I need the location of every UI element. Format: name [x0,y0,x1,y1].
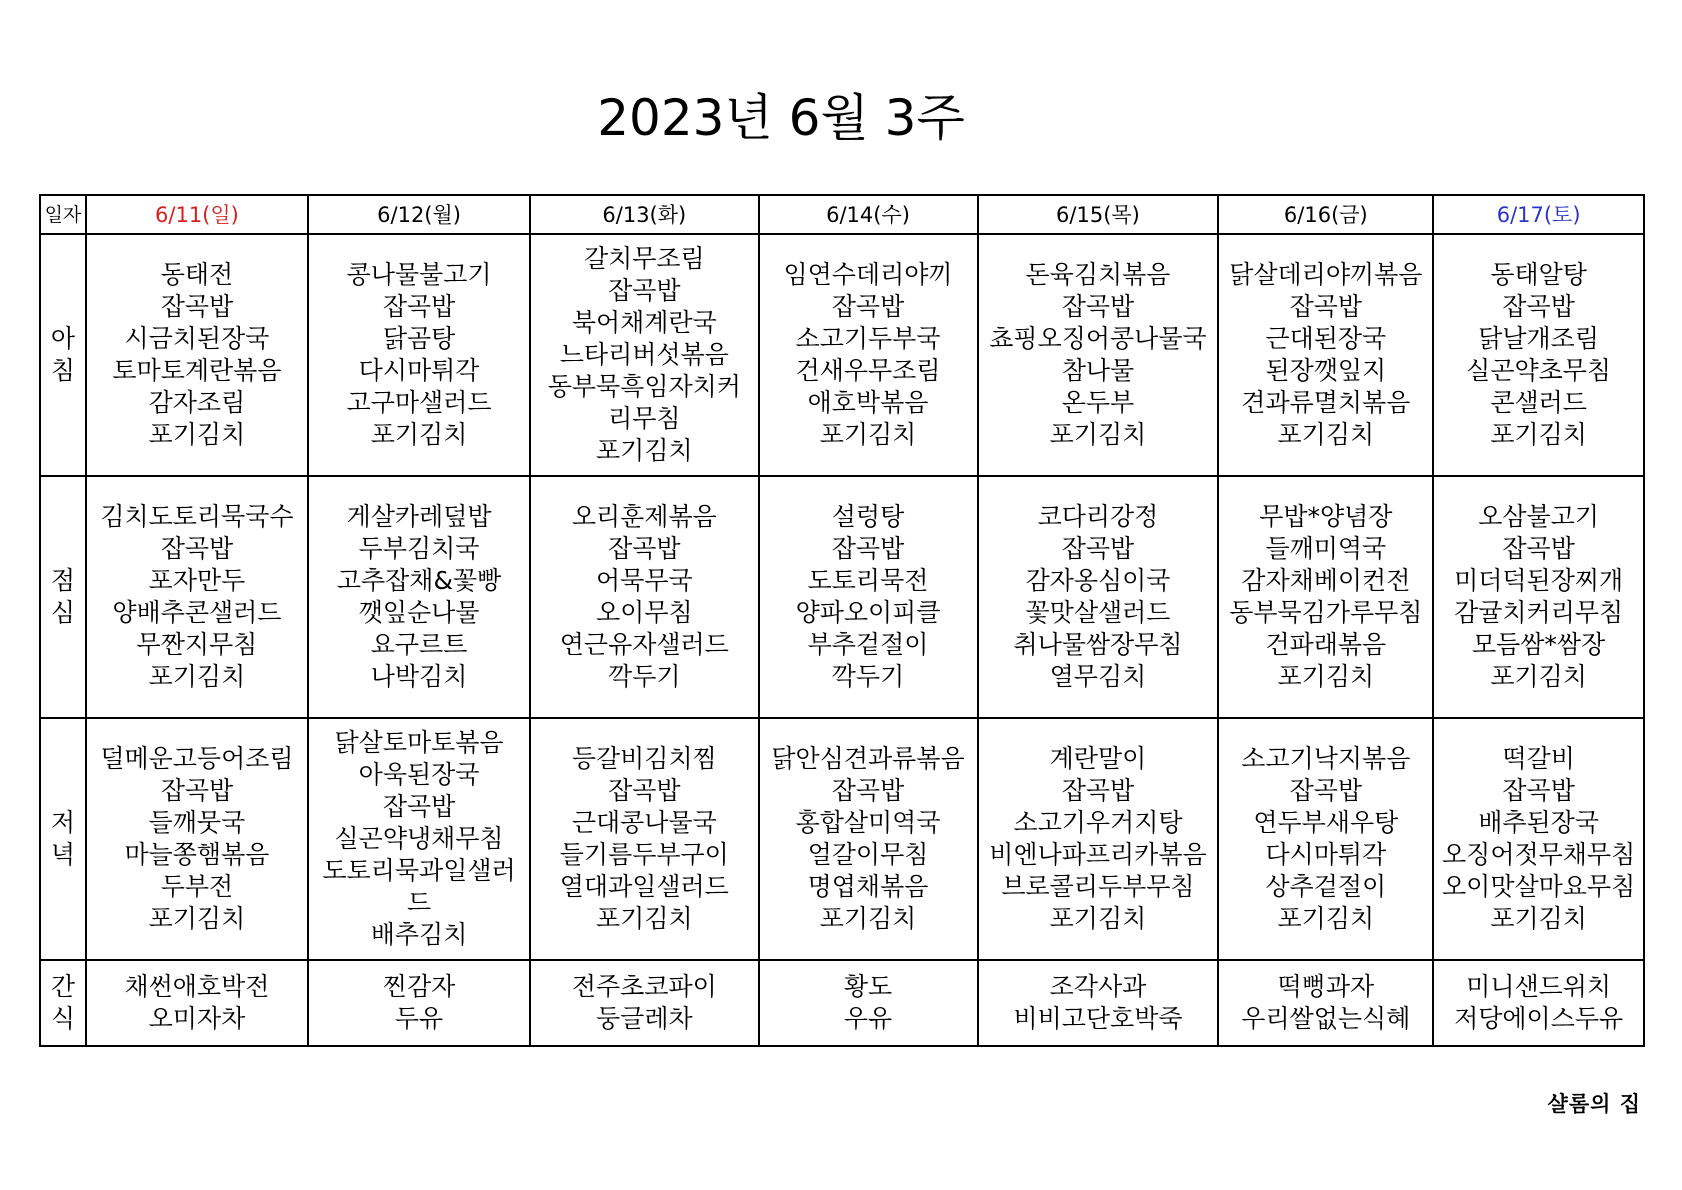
breakfast-row [40,234,1644,476]
lunch-label [40,476,86,718]
menu-item: 북어채계란국 [571,308,717,337]
menu-item: 떡뻥과자 [1277,972,1375,1001]
menu-item: 코다리강정 [1037,502,1159,531]
menu-item: 포기김치 [1277,420,1375,449]
snack-cell-thu [978,960,1219,1046]
menu-item: 토마토계란볶음 [112,356,282,385]
menu-item: 실곤약초무침 [1466,356,1612,385]
menu-item: 포기김치 [148,662,246,691]
dinner-label [40,718,86,960]
dinner-cell-wed [759,718,978,960]
breakfast-cell-fri [1218,234,1433,476]
menu-item: 잡곡밥 [831,292,905,321]
menu-item: 배추김치 [370,920,468,949]
menu-item: 된장깻잎지 [1265,356,1387,385]
menu-item: 취나물쌈장무침 [1013,630,1183,659]
menu-item: 명엽채볶음 [807,872,929,901]
row-label-char: 심 [50,598,76,627]
lunch-cell-fri [1218,476,1433,718]
row-label-char: 식 [50,1004,76,1033]
menu-item: 미니샌드위치 [1466,972,1612,1001]
menu-item: 근대콩나물국 [571,808,717,837]
menu-item: 전주초코파이 [571,972,717,1001]
menu-item: 연두부새우탕 [1253,808,1399,837]
page-title: 2023년 6월 3주 [597,89,965,147]
menu-item: 오이맛살마요무침 [1442,872,1636,901]
snack-cell-tue [530,960,758,1046]
row-label-char: 녁 [50,840,76,869]
menu-item: 찐감자 [382,972,456,1001]
menu-item: 온두부 [1061,388,1135,417]
breakfast-cell-thu [978,234,1219,476]
menu-item: 포기김치 [819,904,917,933]
menu-item: 두유 [394,1004,444,1033]
menu-item: 포기김치 [1277,662,1375,691]
menu-item: 비엔나파프리카볶음 [989,840,1207,869]
menu-item: 참나물 [1061,356,1135,385]
menu-item: 오징어젓무채무침 [1442,840,1636,869]
menu-item: 잡곡밥 [1061,534,1135,563]
menu-item: 동태알탕 [1490,260,1587,289]
date-header-fri: 6/16(금) [1218,195,1433,234]
breakfast-cell-tue [530,234,758,476]
dinner-cell-tue [530,718,758,960]
menu-item: 소고기두부국 [795,324,941,353]
menu-item: 리무침 [608,404,681,433]
menu-item: 상추겉절이 [1265,872,1387,901]
snack-cell-sat [1433,960,1644,1046]
menu-item: 미더덕된장찌개 [1454,566,1624,595]
menu-item: 열대과일샐러드 [559,872,729,901]
menu-item: 마늘쫑햄볶음 [124,840,270,869]
menu-item: 비비고단호박죽 [1013,1004,1183,1033]
menu-item: 쵸핑오징어콩나물국 [989,324,1207,353]
dinner-cell-mon [308,718,530,960]
menu-item: 소고기우거지탕 [1013,808,1183,837]
menu-item: 도토리묵과일샐러 [322,856,516,885]
breakfast-cell-sat [1433,234,1644,476]
menu-item: 포기김치 [1490,904,1587,933]
menu-item: 양배추콘샐러드 [112,598,282,627]
menu-item: 다시마튀각 [358,356,480,385]
menu-item: 포자만두 [148,566,246,595]
footer-organization: 샬롬의 집 [1547,1092,1641,1116]
menu-item: 감자채베이컨전 [1241,566,1411,595]
menu-item: 우유 [843,1004,893,1033]
menu-item: 깍두기 [608,662,681,691]
menu-item: 깻잎순나물 [358,598,480,627]
menu-item: 둥글레차 [596,1004,693,1033]
lunch-cell-sat [1433,476,1644,718]
menu-item: 느타리버섯볶음 [559,340,729,369]
menu-item: 포기김치 [1490,662,1587,691]
menu-item: 잡곡밥 [160,776,234,805]
menu-item: 애호박볶음 [807,388,929,417]
menu-item: 잡곡밥 [608,534,681,563]
menu-item: 깍두기 [831,662,905,691]
menu-item: 잡곡밥 [1502,292,1575,321]
menu-item: 무밥*양념장 [1259,502,1393,531]
dinner-cell-sat [1433,718,1644,960]
date-header-label: 일자 [40,195,86,234]
date-header-row [40,195,1644,234]
menu-item: 잡곡밥 [1061,292,1135,321]
menu-item: 들기름두부구이 [559,840,729,869]
menu-item: 닭안심견과류볶음 [771,744,965,773]
menu-item: 얼갈이무침 [807,840,929,869]
menu-item: 도토리묵전 [807,566,929,595]
menu-item: 고구마샐러드 [346,388,492,417]
menu-item: 포기김치 [148,904,246,933]
row-label-char: 아 [50,324,76,353]
menu-item: 두부김치국 [358,534,480,563]
menu-item: 동부묵흑임자치커 [547,372,741,401]
date-header-sat: 6/17(토) [1433,195,1644,234]
menu-item: 견과류멸치볶음 [1241,388,1411,417]
menu-item: 시금치된장국 [124,324,270,353]
menu-item: 부추겉절이 [807,630,929,659]
menu-item: 잡곡밥 [608,776,681,805]
menu-item: 동태전 [160,260,234,289]
lunch-row [40,476,1644,718]
breakfast-cell-mon [308,234,530,476]
menu-item: 잡곡밥 [1289,292,1363,321]
date-header-wed: 6/14(수) [759,195,978,234]
menu-item: 잡곡밥 [608,276,681,305]
menu-item: 열무김치 [1049,662,1147,691]
lunch-cell-sun [86,476,308,718]
menu-item: 잡곡밥 [160,534,234,563]
date-header-tue: 6/13(화) [530,195,758,234]
menu-item: 포기김치 [596,436,693,465]
menu-item: 나박김치 [370,662,468,691]
menu-item: 조각사과 [1049,972,1147,1001]
menu-item: 오삼불고기 [1478,502,1599,531]
menu-item: 황도 [843,972,893,1001]
menu-item: 콘샐러드 [1490,388,1587,417]
menu-item: 떡갈비 [1502,744,1575,773]
menu-item: 돈육김치볶음 [1025,260,1171,289]
menu-item: 포기김치 [1049,420,1147,449]
menu-item: 들깨미역국 [1265,534,1387,563]
date-header-sun: 6/11(일) [86,195,308,234]
menu-item: 잡곡밥 [1502,534,1575,563]
menu-item: 다시마튀각 [1265,840,1387,869]
menu-item: 소고기낙지볶음 [1241,744,1411,773]
menu-item: 포기김치 [370,420,468,449]
menu-item: 실곤약냉채무침 [334,824,504,853]
menu-item: 무짠지무침 [136,630,258,659]
menu-item: 잡곡밥 [831,534,905,563]
menu-item: 갈치무조림 [583,244,705,273]
snack-cell-fri [1218,960,1433,1046]
dinner-cell-fri [1218,718,1433,960]
menu-item: 채썬애호박전 [124,972,270,1001]
menu-item: 건파래볶음 [1265,630,1387,659]
row-label-char: 점 [50,566,76,595]
menu-item: 게살카레덮밥 [346,502,492,531]
menu-item: 포기김치 [1049,904,1147,933]
row-label-char: 저 [50,808,76,837]
lunch-cell-wed [759,476,978,718]
dinner-cell-sun [86,718,308,960]
date-header-mon: 6/12(월) [308,195,530,234]
menu-item: 임연수데리야끼 [783,260,953,289]
menu-item: 저당에이스두유 [1454,1004,1624,1033]
menu-item: 잡곡밥 [1502,776,1575,805]
snack-cell-sun [86,960,308,1046]
menu-item: 동부묵김가루무침 [1229,598,1423,627]
menu-item: 포기김치 [148,420,246,449]
menu-item: 계란말이 [1049,744,1147,773]
menu-item: 잡곡밥 [160,292,234,321]
menu-item: 포기김치 [819,420,917,449]
menu-item: 등갈비김치찜 [571,744,717,773]
menu-item: 김치도토리묵국수 [100,502,294,531]
date-header-thu: 6/15(목) [978,195,1219,234]
breakfast-cell-wed [759,234,978,476]
menu-item: 드 [406,888,432,917]
menu-item: 잡곡밥 [831,776,905,805]
menu-item: 두부전 [160,872,234,901]
dinner-cell-thu [978,718,1219,960]
breakfast-label [40,234,86,476]
menu-item: 덜메운고등어조림 [100,744,294,773]
menu-item: 꽃맛살샐러드 [1025,598,1171,627]
menu-item: 아욱된장국 [358,760,480,789]
lunch-cell-mon [308,476,530,718]
menu-item: 잡곡밥 [1289,776,1363,805]
lunch-cell-tue [530,476,758,718]
menu-item: 배추된장국 [1478,808,1599,837]
menu-item: 어묵무국 [596,566,693,595]
menu-item: 오미자차 [148,1004,246,1033]
menu-item: 잡곡밥 [382,292,456,321]
snack-row [40,960,1644,1046]
menu-item: 요구르트 [370,630,468,659]
weekly-menu-table [39,194,1645,1047]
dinner-row [40,718,1644,960]
menu-item: 포기김치 [596,904,693,933]
menu-item: 연근유자샐러드 [559,630,729,659]
menu-item: 들깨뭇국 [148,808,246,837]
menu-item: 오리훈제볶음 [571,502,717,531]
row-label-char: 침 [50,356,76,385]
menu-item: 브로콜리두부무침 [1001,872,1195,901]
menu-item: 설렁탕 [831,502,905,531]
menu-item: 모듬쌈*쌈장 [1471,630,1606,659]
menu-item: 건새우무조림 [795,356,941,385]
menu-item: 포기김치 [1490,420,1587,449]
menu-item: 감귤치커리무침 [1454,598,1624,627]
menu-item: 잡곡밥 [1061,776,1135,805]
menu-item: 양파오이피클 [795,598,941,627]
menu-item: 콩나물불고기 [346,260,492,289]
menu-item: 닭곰탕 [382,324,456,353]
menu-item: 감자조림 [148,388,246,417]
snack-label [40,960,86,1046]
menu-item: 닭살데리야끼볶음 [1229,260,1423,289]
menu-item: 잡곡밥 [382,792,456,821]
menu-item: 닭살토마토볶음 [334,728,504,757]
breakfast-cell-sun [86,234,308,476]
menu-item: 포기김치 [1277,904,1375,933]
menu-item: 닭날개조림 [1478,324,1599,353]
menu-item: 홍합살미역국 [795,808,941,837]
snack-cell-wed [759,960,978,1046]
menu-item: 우리쌀없는식혜 [1241,1004,1411,1033]
menu-item: 오이무침 [596,598,693,627]
menu-item: 고추잡채&꽃빵 [336,566,502,595]
snack-cell-mon [308,960,530,1046]
menu-item: 감자옹심이국 [1025,566,1171,595]
lunch-cell-thu [978,476,1219,718]
row-label-char: 간 [50,972,76,1001]
menu-item: 근대된장국 [1265,324,1387,353]
